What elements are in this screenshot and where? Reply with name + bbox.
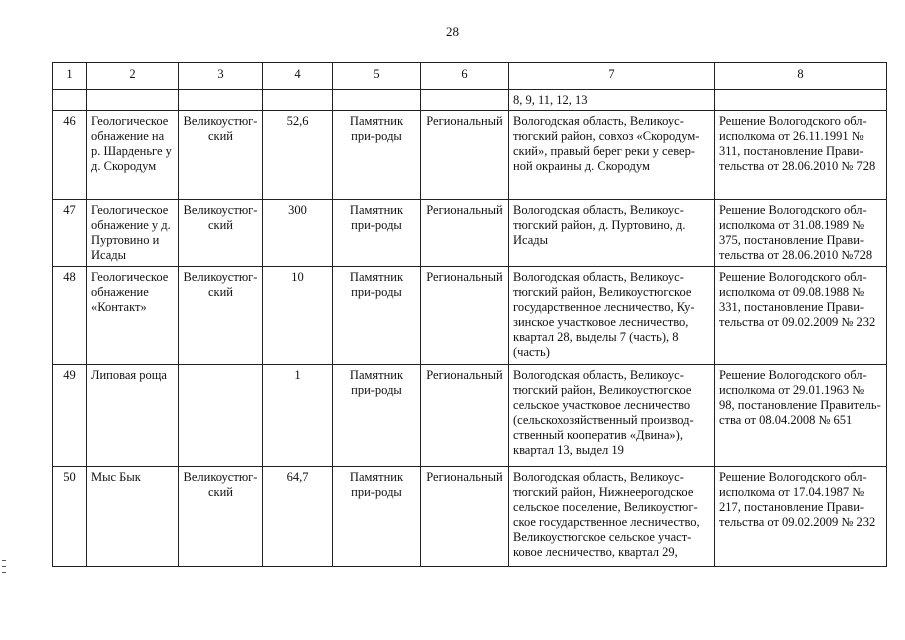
name-cell: Геологическое обнажение «Контакт»	[87, 267, 179, 365]
column-header-7: 7	[509, 63, 715, 90]
district-cell: Великоустюг-ский	[179, 200, 263, 267]
table-cell	[715, 90, 887, 111]
significance-cell: Региональный	[421, 267, 509, 365]
decision-cell: Решение Вологодского обл-исполкома от 29.01.1963 № 98, постановление Правитель-ства от 08.04.2008 № 651	[715, 365, 887, 467]
district-cell: Великоустюг-ский	[179, 267, 263, 365]
protected-areas-table	[52, 62, 887, 567]
column-header-6: 6	[421, 63, 509, 90]
column-header-8: 8	[715, 63, 887, 90]
page-number: 28	[446, 24, 459, 39]
location-cell: Вологодская область, Великоус-тюгский район, Великоустюгское государственное лесничество, Ку-зинское участковое лесничество, квартал 28, выделы 7 (часть), 8 (часть)	[509, 267, 715, 365]
area-cell: 1	[263, 365, 333, 467]
district-cell: Великоустюг-ский	[179, 467, 263, 567]
decision-cell: Решение Вологодского обл-исполкома от 09.08.1988 № 331, постановление Прави-тельства от 09.02.2009 № 232	[715, 267, 887, 365]
table-row	[53, 267, 887, 365]
column-header-1: 1	[53, 63, 87, 90]
scan-margin-mark	[2, 572, 6, 573]
district-cell: Великоустюг-ский	[179, 111, 263, 200]
decision-cell: Решение Вологодского обл-исполкома от 26.11.1991 № 311, постановление Прави-тельства от 28.06.2010 № 728	[715, 111, 887, 200]
location-cell: Вологодская область, Великоус-тюгский район, Нижнеерогодское сельское поселение, Великоустюг-ское государственное лесничество, Великоустюгское сельское участ-ковое лесничество, квартал 29,	[509, 467, 715, 567]
row-number-cell: 48	[53, 267, 87, 365]
scan-margin-mark	[2, 566, 6, 567]
row-number-cell: 49	[53, 365, 87, 467]
location-cell: Вологодская область, Великоус-тюгский район, д. Пуртовино, д. Исады	[509, 200, 715, 267]
area-cell: 10	[263, 267, 333, 365]
table-cell	[263, 90, 333, 111]
scan-margin-mark	[2, 560, 6, 561]
table-cell	[421, 90, 509, 111]
category-cell: Памятник при-роды	[333, 200, 421, 267]
column-header-5: 5	[333, 63, 421, 90]
category-cell: Памятник при-роды	[333, 365, 421, 467]
significance-cell: Региональный	[421, 111, 509, 200]
name-cell: Геологическое обнажение на р. Шарденьге у д. Скородум	[87, 111, 179, 200]
column-header-2: 2	[87, 63, 179, 90]
table-row	[53, 365, 887, 467]
continuation-row	[53, 90, 887, 111]
area-cell: 52,6	[263, 111, 333, 200]
significance-cell: Региональный	[421, 200, 509, 267]
table-row	[53, 467, 887, 567]
row-number-cell: 50	[53, 467, 87, 567]
location-cell: Вологодская область, Великоус-тюгский район, совхоз «Скородум-ский», правый берег реки у север-ной окраины д. Скородум	[509, 111, 715, 200]
header-row	[53, 63, 887, 90]
decision-cell: Решение Вологодского обл-исполкома от 31.08.1989 № 375, постановление Прави-тельства от 28.06.2010 №728	[715, 200, 887, 267]
table-cell	[87, 90, 179, 111]
column-header-4: 4	[263, 63, 333, 90]
decision-cell: Решение Вологодского обл-исполкома от 17.04.1987 № 217, постановление Прави-тельства от 09.02.2009 № 232	[715, 467, 887, 567]
category-cell: Памятник при-роды	[333, 111, 421, 200]
area-cell: 300	[263, 200, 333, 267]
category-cell: Памятник при-роды	[333, 467, 421, 567]
district-cell	[179, 365, 263, 467]
category-cell: Памятник при-роды	[333, 267, 421, 365]
significance-cell: Региональный	[421, 467, 509, 567]
table-row	[53, 111, 887, 200]
name-cell: Мыс Бык	[87, 467, 179, 567]
table-cell	[179, 90, 263, 111]
name-cell: Геологическое обнажение у д. Пуртовино и Исады	[87, 200, 179, 267]
continuation-location-cell: 8, 9, 11, 12, 13	[509, 90, 715, 111]
significance-cell: Региональный	[421, 365, 509, 467]
location-cell: Вологодская область, Великоус-тюгский район, Великоустюгское сельское участковое лесничество (сельскохозяйственный производ-ственный кооператив «Двина»), квартал 13, выдел 19	[509, 365, 715, 467]
name-cell: Липовая роща	[87, 365, 179, 467]
table-cell	[53, 90, 87, 111]
column-header-3: 3	[179, 63, 263, 90]
table-cell	[333, 90, 421, 111]
table-row	[53, 200, 887, 267]
row-number-cell: 46	[53, 111, 87, 200]
area-cell: 64,7	[263, 467, 333, 567]
row-number-cell: 47	[53, 200, 87, 267]
